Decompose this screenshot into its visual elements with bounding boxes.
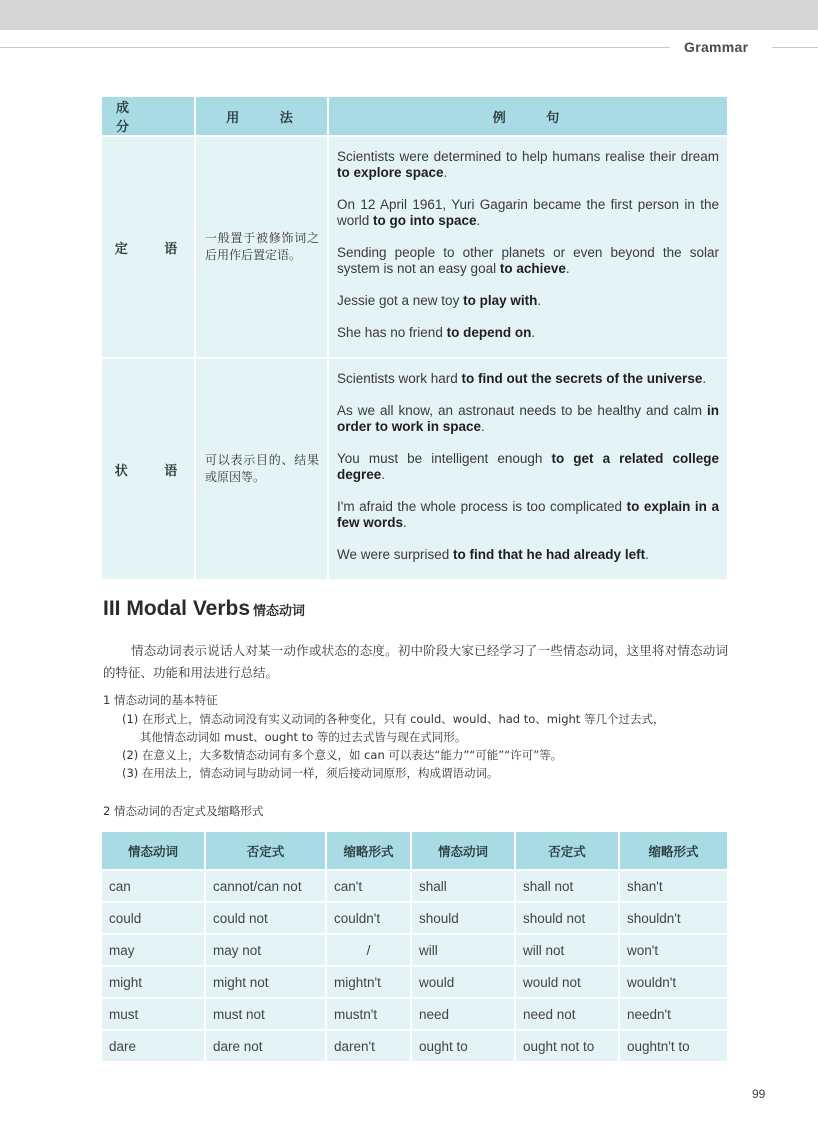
table-cell: wouldn't bbox=[627, 974, 677, 990]
usage-cell: 一般置于被修饰词之后用作后置定语。 bbox=[196, 137, 329, 357]
header-cell: 否定式 bbox=[516, 832, 620, 869]
intro-paragraph: 情态动词表示说话人对某一动作或状态的态度。初中阶段大家已经学习了一些情态动词，这里将对情态动词的特征、功能和用法进行总结。 bbox=[103, 643, 728, 680]
subheading-negative-forms: 2 情态动词的否定式及缩略形式 bbox=[103, 804, 264, 818]
table-cell: needn't bbox=[627, 1006, 671, 1022]
table-cell: could bbox=[102, 903, 206, 933]
header-cell: 否定式 bbox=[206, 832, 327, 869]
header-cell: 情态动词 bbox=[412, 832, 516, 869]
example-sentence: She has no friend to depend on. bbox=[337, 325, 536, 340]
table-cell: might bbox=[102, 967, 206, 997]
table-row-attributive bbox=[102, 135, 727, 357]
table-cell: would not bbox=[516, 967, 620, 997]
header-cell: 情态动词 bbox=[102, 832, 206, 869]
table-cell: mightn't bbox=[327, 967, 412, 997]
table-row bbox=[102, 997, 727, 1029]
table-cell: ought to bbox=[412, 1031, 516, 1061]
header-cell: 缩略形式 bbox=[648, 843, 699, 859]
example-sentence: Scientists were determined to help humans realise their dream to explore space. bbox=[337, 149, 719, 180]
table-cell: may not bbox=[206, 935, 327, 965]
component-cell: 状 语 bbox=[102, 359, 196, 579]
example-sentence: Sending people to other planets or even beyond the solar system is not an easy goal to achieve. bbox=[337, 245, 719, 276]
table-cell: may bbox=[102, 935, 206, 965]
table-cell: ought not to bbox=[516, 1031, 620, 1061]
header-component: 成 分 bbox=[102, 97, 196, 135]
table-cell: shall not bbox=[516, 871, 620, 901]
table-cell: dare not bbox=[206, 1031, 327, 1061]
header-rule-right bbox=[772, 47, 818, 48]
table-cell: need not bbox=[516, 999, 620, 1029]
table-cell: might not bbox=[206, 967, 327, 997]
component-cell: 定 语 bbox=[102, 137, 196, 357]
table-cell: will bbox=[412, 935, 516, 965]
header-examples: 例 句 bbox=[492, 110, 578, 126]
running-header: Grammar bbox=[684, 39, 749, 55]
table-cell: must bbox=[102, 999, 206, 1029]
example-sentence: I'm afraid the whole process is too complicated to explain in a few words. bbox=[337, 499, 719, 530]
table-row bbox=[102, 869, 727, 901]
table-row bbox=[102, 965, 727, 997]
example-sentence: Jessie got a new toy to play with. bbox=[337, 293, 542, 308]
table-row-adverbial bbox=[102, 357, 727, 579]
table-header-row bbox=[102, 832, 727, 869]
example-sentence: On 12 April 1961, Yuri Gagarin became the first person in the world to go into space. bbox=[337, 197, 719, 228]
header-cell: 缩略形式 bbox=[327, 832, 412, 869]
example-sentence: You must be intelligent enough to get a related college degree. bbox=[337, 451, 719, 482]
table-row bbox=[102, 1029, 727, 1061]
example-sentence: As we all know, an astronaut needs to be healthy and calm in order to work in space. bbox=[337, 403, 719, 434]
subheading-features: 1 情态动词的基本特征 bbox=[103, 693, 218, 707]
table-cell: could not bbox=[206, 903, 327, 933]
section-title-zh: 情态动词 bbox=[253, 604, 306, 619]
infinitive-usage-table bbox=[102, 97, 727, 579]
feature-point: (3) 在用法上，情态动词与助动词一样，须后接动词原形，构成谓语动词。 bbox=[122, 766, 499, 780]
table-cell: can bbox=[102, 871, 206, 901]
table-cell: couldn't bbox=[327, 903, 412, 933]
table-cell: shan't bbox=[627, 878, 663, 894]
table-cell: shouldn't bbox=[627, 910, 681, 926]
section-title bbox=[103, 597, 305, 621]
feature-point: (2) 在意义上，大多数情态动词有多个意义，如 can 可以表达“能力”“可能”“许可”等。 bbox=[122, 748, 563, 762]
table-cell: must not bbox=[206, 999, 327, 1029]
examples-cell bbox=[329, 137, 727, 357]
modal-verbs-table bbox=[102, 832, 727, 1061]
table-cell: would bbox=[412, 967, 516, 997]
header-usage: 用 法 bbox=[196, 97, 329, 135]
table-cell: oughtn't to bbox=[627, 1038, 690, 1054]
examples-cell bbox=[329, 359, 727, 579]
table-cell: should not bbox=[516, 903, 620, 933]
top-band bbox=[0, 0, 818, 30]
table-cell: can't bbox=[327, 871, 412, 901]
table-cell: shall bbox=[412, 871, 516, 901]
table-header-row bbox=[102, 97, 727, 135]
table-cell: won't bbox=[627, 942, 659, 958]
usage-cell: 可以表示目的、结果或原因等。 bbox=[196, 359, 329, 579]
table-cell: / bbox=[327, 935, 412, 965]
table-cell: mustn't bbox=[327, 999, 412, 1029]
table-cell: will not bbox=[516, 935, 620, 965]
page-number: 99 bbox=[752, 1087, 766, 1101]
table-cell: should bbox=[412, 903, 516, 933]
table-cell: dare bbox=[102, 1031, 206, 1061]
table-row bbox=[102, 933, 727, 965]
table-cell: cannot/can not bbox=[206, 871, 327, 901]
example-sentence: We were surprised to find that he had already left. bbox=[337, 547, 649, 562]
table-cell: need bbox=[412, 999, 516, 1029]
header-rule bbox=[0, 47, 670, 48]
table-row bbox=[102, 901, 727, 933]
feature-point: (1) 在形式上，情态动词没有实义动词的各种变化，只有 could、would、had to、might 等几个过去式， 其他情态动词如 must、ought to 等的过去式皆与现在式同形。 bbox=[122, 712, 665, 744]
table-cell: daren't bbox=[327, 1031, 412, 1061]
section-title-en: III Modal Verbs bbox=[103, 597, 251, 620]
example-sentence: Scientists work hard to find out the secrets of the universe. bbox=[337, 371, 707, 386]
